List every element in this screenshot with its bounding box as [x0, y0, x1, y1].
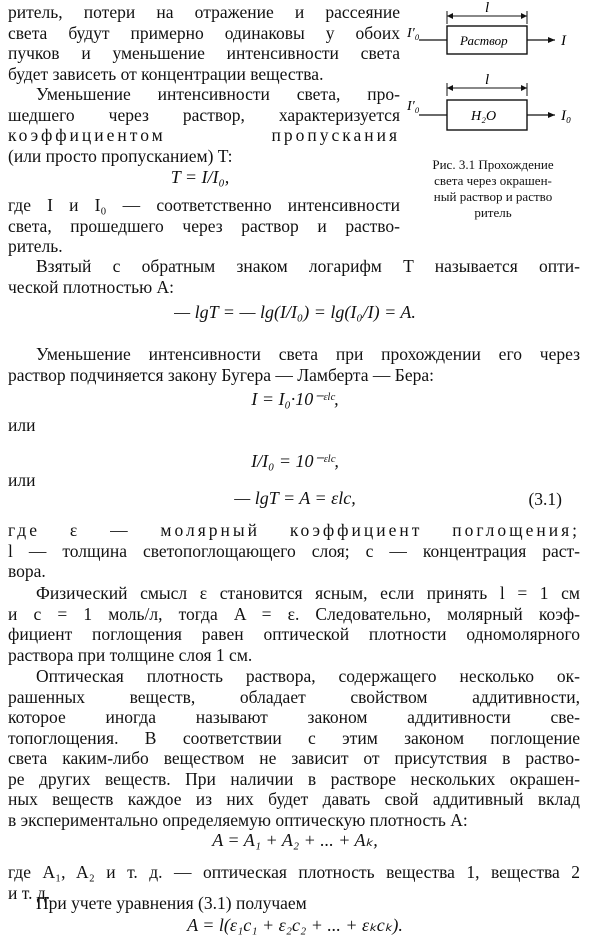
- text-line: которое иногда называют законом аддитивности све-: [8, 707, 580, 727]
- water-box-label: H₂O: [471, 109, 497, 124]
- bottom-output-label: I₀: [561, 108, 572, 124]
- caption-line: света через окрашен-: [434, 173, 552, 188]
- text-line: ре других веществ. При наличии в растворе нескольких окрашен-: [8, 768, 580, 789]
- text-line: света каким-либо веществом не зависит от присутствия в раство-: [8, 748, 580, 768]
- text-line: где A₁, A₂ и т. д. — оптическая плотность вещества 1, вещества 2: [8, 862, 580, 882]
- equation-number: (3.1): [528, 489, 562, 509]
- where-I-paragraph: [8, 195, 400, 257]
- bouguer-paragraph: [8, 344, 580, 385]
- bottom-input-label: I′₀: [407, 99, 420, 114]
- text-line: в экспериментально определяемую оптическую плотность A:: [8, 809, 468, 830]
- optical-density-paragraph: [8, 256, 580, 297]
- equation-transmission: T = I/I₀,: [170, 167, 230, 187]
- text-line: раствор подчиняется закону Бугера — Ламберта — Бера:: [8, 364, 434, 385]
- equation-bouguer: I = I₀·10⁻ᵋˡᶜ,: [251, 389, 339, 409]
- equation-sum: A = A₁ + A₂ + ... + Aₖ,: [212, 830, 378, 850]
- figure-caption: [408, 157, 578, 221]
- top-paragraph: [8, 2, 400, 84]
- solution-box-label: Раствор: [460, 33, 508, 48]
- text-line: Взятый с обратным знаком логарифм T называется опти-: [36, 256, 580, 276]
- text-line: будет зависеть от концентрации вещества.: [8, 63, 324, 84]
- figure-top-length-label: l: [485, 0, 490, 16]
- transmission-paragraph: [8, 84, 400, 166]
- caption-line: ный раствор и раство: [433, 189, 553, 204]
- text-line: шедшего через раствор, характеризуется: [8, 104, 400, 125]
- equation-optical-density: — lgT = — lg(I/I₀) = lg(I₀/I) = A.: [174, 302, 416, 322]
- considering-line: При учете уравнения (3.1) получаем: [36, 893, 307, 913]
- text-line: Уменьшение интенсивности света, про-: [36, 84, 400, 104]
- text-line: ных веществ каждое из них будет давать свой аддитивный вклад: [8, 789, 580, 809]
- equation-final: A = l(ε₁c₁ + ε₂c₂ + ... + εₖcₖ).: [187, 915, 403, 935]
- top-output-label: I: [561, 33, 566, 49]
- additivity-paragraph: [8, 666, 580, 830]
- text-line: света будут примерно одинаковы у обоих: [8, 22, 400, 43]
- text-line: пучков и уменьшение интенсивности света: [8, 43, 400, 63]
- where-eps-paragraph: [8, 520, 580, 582]
- text-line: ческой плотностью A:: [8, 276, 175, 297]
- text-line: l — толщина светопоглощающего слоя; c — концентрация раст-: [8, 540, 580, 561]
- text-line: где ε — молярный коэффициент поглощения;: [8, 520, 580, 540]
- or-label-2: или: [8, 470, 36, 490]
- caption-line: Рис. 3.1 Прохождение: [432, 157, 554, 172]
- or-label-1: или: [8, 415, 36, 435]
- text-line: вора.: [8, 561, 46, 581]
- text-line: Уменьшение интенсивности света при прохождении его через: [36, 344, 580, 364]
- text-line: где I и I₀ — соответственно интенсивности: [8, 195, 400, 215]
- text-line: Оптическая плотность раствора, содержащего несколько ок-: [36, 666, 580, 686]
- caption-line: ритель: [474, 205, 512, 220]
- text-line: фициент поглощения равен оптической плотности одномолярного: [8, 624, 580, 644]
- text-line: и c = 1 моль/л, тогда A = ε. Следовательно, молярный коэф-: [8, 603, 580, 624]
- physical-meaning-paragraph: [8, 583, 580, 665]
- text-line: света, прошедшего через раствор и раство-: [8, 215, 400, 236]
- text-line: коэффициентом пропускания: [8, 125, 400, 145]
- text-line: Физический смысл ε становится ясным, если принять l = 1 см: [36, 583, 580, 603]
- equation-ratio: I/I₀ = 10⁻ᵋˡᶜ,: [251, 451, 339, 471]
- text-line: рашенных веществ, обладает свойством аддитивности,: [8, 686, 580, 707]
- text-line: топоглощения. В соответствии с этим законом поглощение: [8, 727, 580, 748]
- figure-bottom-length-label: l: [485, 72, 490, 88]
- text-line: раствора при толщине слоя 1 см.: [8, 644, 253, 665]
- text-line: и т. д.: [8, 882, 51, 903]
- text-line: (или просто пропусканием) T:: [8, 145, 233, 166]
- top-input-label: I′₀: [407, 26, 420, 41]
- text-line: ритель, потери на отражение и рассеяние: [8, 2, 400, 22]
- text-line: ритель.: [8, 236, 63, 256]
- equation-3-1: — lgT = A = εlc,: [234, 488, 356, 508]
